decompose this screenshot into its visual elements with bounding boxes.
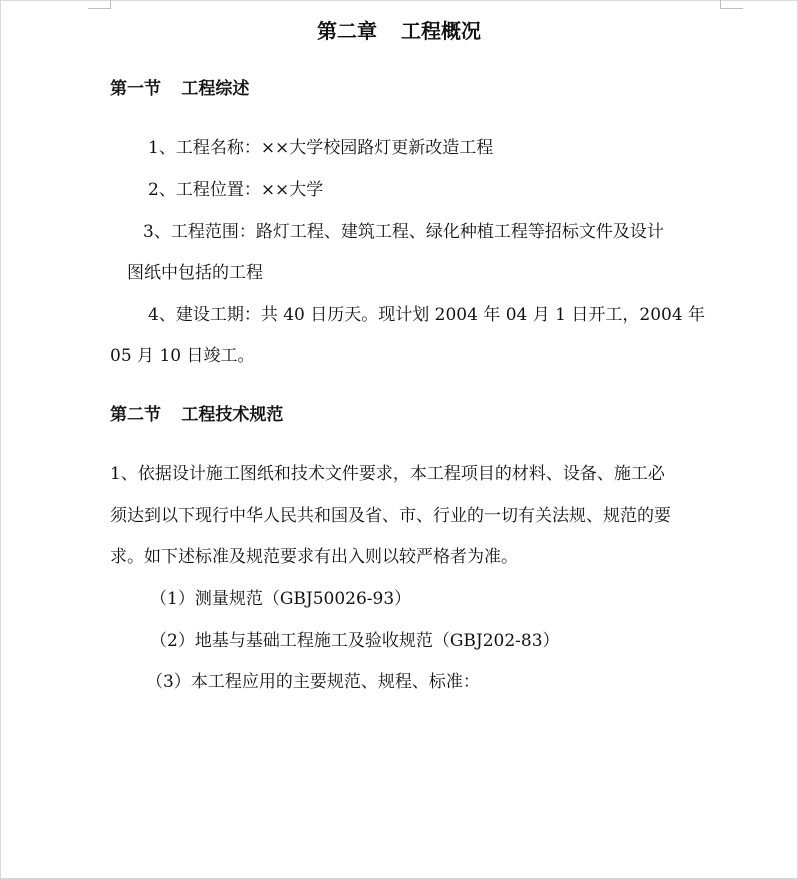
chapter-number: 第二章 (317, 19, 377, 43)
section-1-title: 工程综述 (181, 79, 250, 99)
section-1-number: 第一节 (110, 79, 161, 99)
construction-period-item: 4、建设工期：共 40 日历天。现计划 2004 年 04 月 1 日开工，2004 年 (148, 305, 706, 325)
spec-paragraph-line-2: 须达到以下现行中华人民共和国及省、市、行业的一切有关法规、规范的要 (110, 506, 671, 526)
project-name-item: 1、工程名称：××大学校园路灯更新改造工程 (148, 138, 494, 158)
section-2-title: 工程技术规范 (181, 405, 284, 425)
spec-paragraph-line-3: 求。如下述标准及规范要求有出入则以较严格者为准。 (110, 547, 518, 567)
spec-paragraph-line-1: 1、依据设计施工图纸和技术文件要求，本工程项目的材料、设备、施工必 (110, 464, 665, 484)
project-scope-item-cont: 图纸中包括的工程 (127, 263, 263, 283)
project-scope-item: 3、工程范围：路灯工程、建筑工程、绿化种植工程等招标文件及设计 (143, 222, 664, 242)
chapter-name: 工程概况 (401, 19, 481, 43)
section-1-heading (110, 78, 249, 100)
margin-corner-top-left (88, 0, 111, 9)
section-2-heading (110, 404, 283, 426)
spec-list-item-3: （3）本工程应用的主要规范、规程、标准： (146, 672, 480, 692)
chapter-title (0, 18, 798, 44)
section-2-number: 第二节 (110, 405, 161, 425)
margin-corner-top-right (720, 0, 743, 9)
project-location-item: 2、工程位置：××大学 (148, 180, 324, 200)
construction-period-item-cont: 05 月 10 日竣工。 (110, 346, 255, 366)
spec-list-item-2: （2）地基与基础工程施工及验收规范（GBJ202-83） (150, 631, 560, 651)
spec-list-item-1: （1）测量规范（GBJ50026-93） (150, 589, 412, 609)
